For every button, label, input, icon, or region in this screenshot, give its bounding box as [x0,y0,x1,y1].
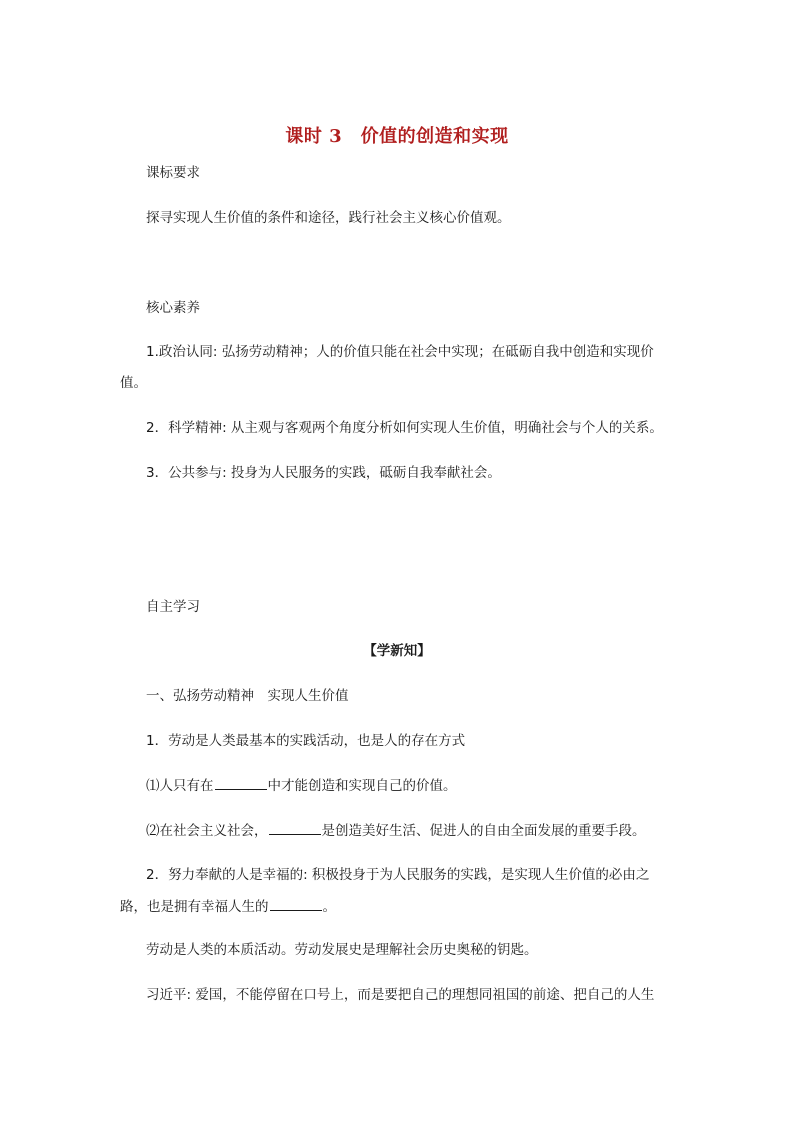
point-2-line-2 [120,896,660,917]
study-subheading: 【学新知】 [363,643,431,659]
part1-title: 一、弘扬劳动精神 实现人生价值 [146,688,349,704]
point-2-line-1: 2．努力奉献的人是幸福的: 积极投身于为人民服务的实践，是实现人生价值的必由之 [146,867,650,883]
standard-text: 探寻实现人生价值的条件和途径，践行社会主义核心价值观。 [146,210,511,226]
literacy-heading: 核心素养 [146,300,200,316]
fill-blank-1[interactable] [215,775,267,790]
fill-blank-3[interactable] [270,896,322,911]
fill-blank-2[interactable] [269,820,321,835]
literacy-item-2: 2．科学精神: 从主观与客观两个角度分析如何实现人生价值，明确社会与个人的关系。 [146,420,663,436]
study-heading: 自主学习 [146,599,200,615]
point-2-before: 路，也是拥有幸福人生的 [120,899,269,915]
note-2: 习近平: 爱国，不能停留在口号上，而是要把自己的理想同祖国的前途、把自己的人生 [146,987,655,1003]
point-1a-after: 中才能创造和实现自己的价值。 [267,778,457,794]
literacy-item-3: 3．公共参与: 投身为人民服务的实践，砥砺自我奉献社会。 [146,465,501,481]
point-2-after: 。 [322,899,336,915]
point-1b [146,820,686,841]
standard-heading: 课标要求 [146,165,200,181]
note-1: 劳动是人类的本质活动。劳动发展史是理解社会历史奥秘的钥匙。 [146,942,538,958]
page-title: 课时 3 价值的创造和实现 [285,126,509,147]
point-1b-after: 是创造美好生活、促进人的自由全面发展的重要手段。 [321,823,646,839]
point-1a [146,775,686,796]
point-1a-before: ⑴人只有在 [146,778,214,794]
literacy-item-1-line-2: 值。 [120,375,147,391]
point-1b-before: ⑵在社会主义社会， [146,823,268,839]
point-1: 1．劳动是人类最基本的实践活动，也是人的存在方式 [146,733,466,749]
literacy-item-1-line-1: 1.政治认同: 弘扬劳动精神；人的价值只能在社会中实现；在砥砺自我中创造和实现价 [146,344,654,360]
